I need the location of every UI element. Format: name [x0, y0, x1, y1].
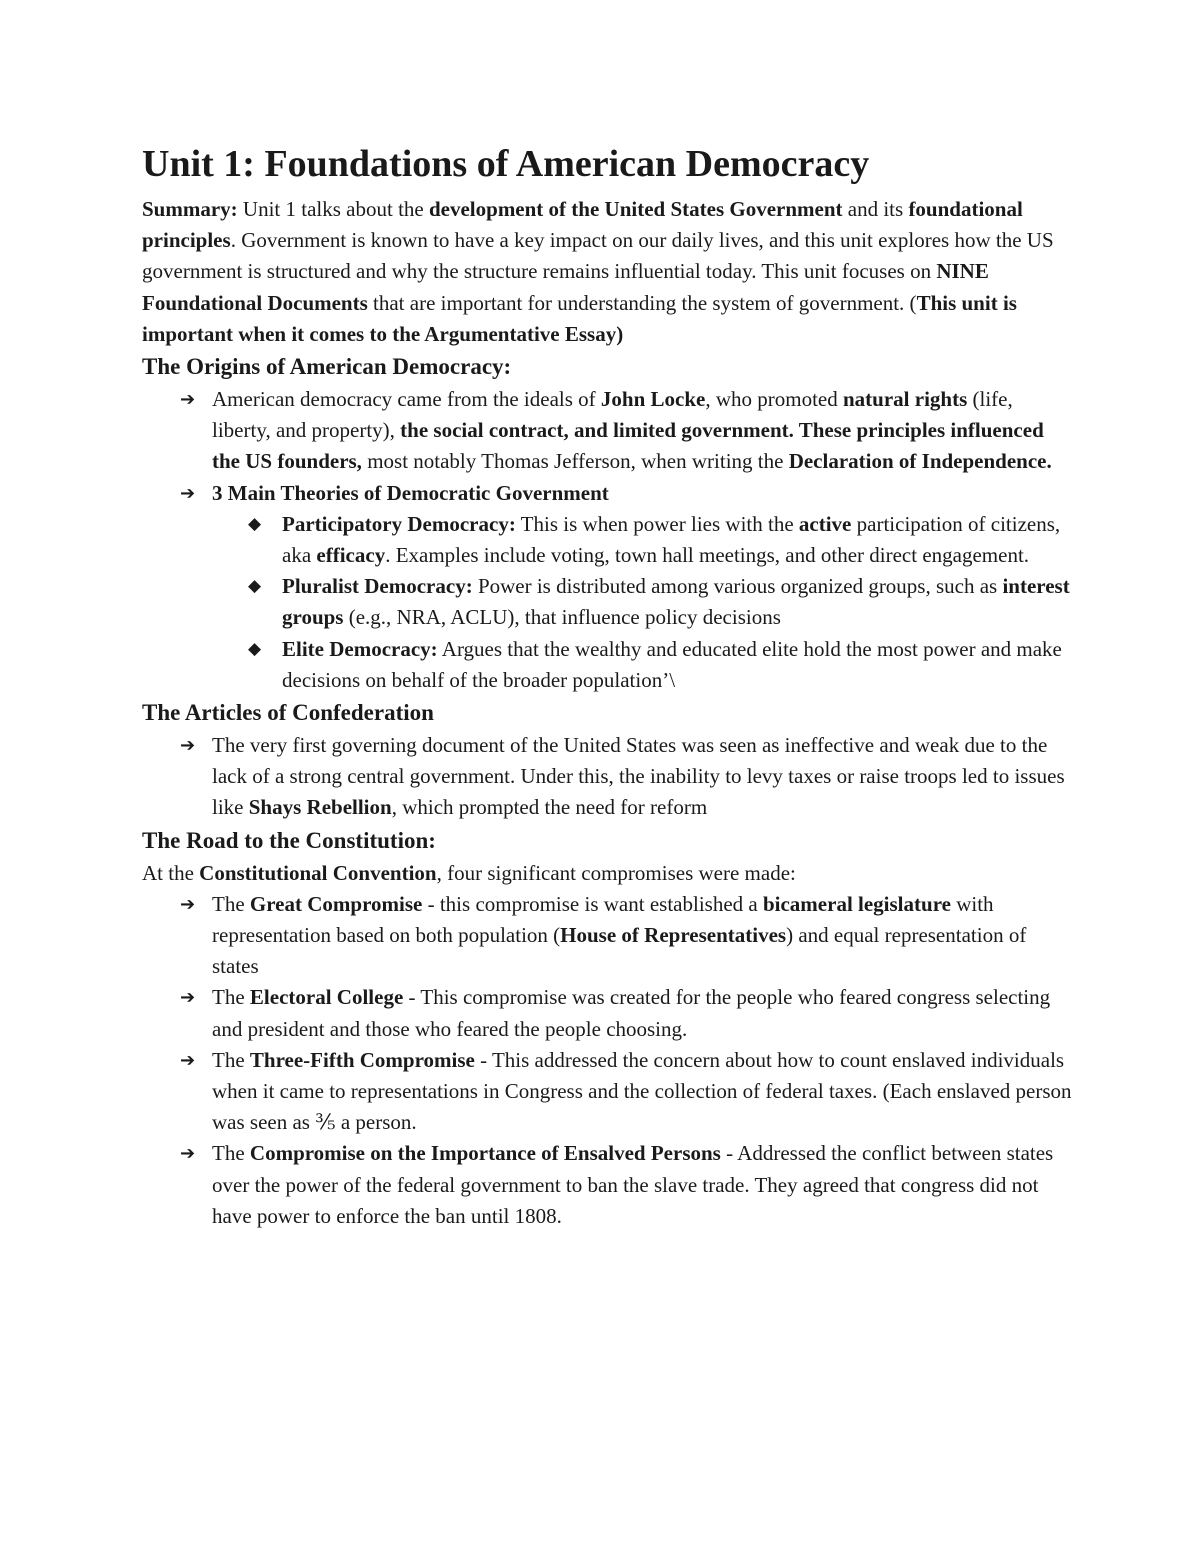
- item-text: (e.g., NRA, ACLU), that influence policy decisions: [343, 605, 781, 630]
- summary-label: Summary:: [142, 197, 238, 221]
- item-text: - This compromise was created for the people who feared congress selecting and president and those who feared the people choosing.: [212, 985, 1051, 1041]
- item-text: American democracy came from the ideals of: [212, 387, 601, 412]
- page-title: Unit 1: Foundations of American Democracy: [142, 143, 870, 185]
- list-item: [142, 982, 1072, 1044]
- item-text: - This addressed the concern about how to count enslaved individuals when it came to representations in Congress and the collection of federal taxes. (Each enslaved person was seen as ⅗ a person.: [212, 1047, 1072, 1135]
- summary-text: that are important for understanding the system of government. (: [367, 290, 917, 315]
- list-item: [142, 1045, 1072, 1139]
- summary-paragraph: [142, 194, 1072, 350]
- item-bold: Pluralist Democracy:: [282, 574, 473, 599]
- item-bold: Great Compromise: [249, 891, 423, 916]
- diamond-icon: ◆: [248, 576, 262, 597]
- item-bold: Compromise on the Importance of Ensalved Persons: [249, 1141, 721, 1166]
- item-bold: House of Representatives: [560, 923, 787, 948]
- summary-text: and its: [842, 197, 909, 221]
- arrow-icon: ➔: [180, 389, 196, 411]
- section-heading-road: The Road to the Constitution:: [142, 827, 436, 853]
- item-text: , who promoted: [705, 387, 843, 412]
- section-heading-origins: The Origins of American Democracy:: [142, 354, 512, 380]
- item-text: The: [212, 985, 250, 1010]
- list-item: [142, 889, 1072, 983]
- item-bold: Elite Democracy:: [282, 636, 438, 661]
- item-text: , four significant compromises were made:: [436, 860, 796, 885]
- item-bold: John Locke: [600, 387, 706, 412]
- compromises-list: [142, 889, 1072, 1232]
- item-text: (life, liberty, and property),: [212, 387, 1013, 443]
- summary-bold: development of the United States Government: [428, 197, 843, 221]
- item-text: with representation based on both population (: [212, 891, 994, 948]
- diamond-icon: ◆: [248, 638, 262, 659]
- item-bold: natural rights: [843, 387, 968, 412]
- item-text: Argues that the wealthy and educated elite hold the most power and make decisions on behalf of the broader population’\: [282, 636, 1062, 692]
- item-text: ) and equal representation of states: [212, 923, 1027, 979]
- arrow-icon: ➔: [180, 1049, 196, 1071]
- item-bold: interest groups: [282, 574, 1070, 630]
- item-text: The: [212, 1047, 250, 1072]
- item-bold: 3 Main Theories of Democratic Government: [212, 480, 609, 505]
- list-item: [212, 509, 1072, 571]
- item-bold: Declaration of Independence.: [788, 449, 1052, 474]
- origins-list: [142, 384, 1072, 696]
- item-bold: Constitutional Convention: [199, 860, 437, 885]
- list-item: [212, 571, 1072, 633]
- theories-list: [212, 509, 1072, 696]
- summary-bold: This unit is important when it comes to the Argumentative Essay): [142, 290, 1017, 346]
- diamond-icon: ◆: [248, 513, 262, 534]
- arrow-icon: ➔: [180, 1143, 196, 1165]
- item-text: - Addressed the conflict between states over the power of the federal government to ban the slave trade. They agreed that congress did not have power to enforce the ban until 1808.: [212, 1141, 1054, 1228]
- item-bold: the social contract, and limited government. These principles influenced the US founders,: [212, 418, 1044, 474]
- summary-text: . Government is known to have a key impact on our daily lives, and this unit explores how the US government is structured and why the structure remains influential today. This unit focuses on: [142, 228, 1054, 284]
- arrow-icon: ➔: [180, 482, 196, 504]
- item-text: The: [212, 891, 250, 916]
- item-bold: Participatory Democracy:: [282, 511, 516, 536]
- arrow-icon: ➔: [180, 987, 196, 1009]
- arrow-icon: ➔: [180, 735, 196, 757]
- item-text: At the: [142, 860, 200, 885]
- item-bold: active: [798, 511, 852, 536]
- list-item: [142, 478, 1072, 696]
- item-text: The very first governing document of the United States was seen as ineffective and weak due to the lack of a strong central government. Under this, the inability to levy taxes or raise troops led to issues like: [212, 733, 1065, 820]
- arrow-icon: ➔: [180, 893, 196, 915]
- item-text: most notably Thomas Jefferson, when writing the: [361, 449, 789, 474]
- list-item: [142, 384, 1072, 478]
- item-text: participation of citizens, aka: [282, 511, 1061, 568]
- item-bold: Three-Fifth Compromise: [249, 1047, 475, 1072]
- articles-list: [142, 730, 1072, 824]
- item-bold: bicameral legislature: [762, 891, 951, 916]
- item-bold: Shays Rebellion: [248, 795, 392, 820]
- item-text: Power is distributed among various organized groups, such as: [472, 574, 1003, 599]
- list-item: [142, 1138, 1072, 1232]
- section-heading-articles: The Articles of Confederation: [142, 700, 434, 726]
- item-text: , which prompted the need for reform: [391, 795, 708, 820]
- document-page: [142, 140, 1072, 1232]
- summary-text: Unit 1 talks about the: [237, 197, 429, 221]
- list-item: [142, 730, 1072, 824]
- summary-bold: foundational principles: [142, 197, 1023, 253]
- road-intro: [142, 858, 1072, 889]
- item-text: The: [212, 1141, 250, 1166]
- item-text: This is when power lies with the: [515, 511, 799, 536]
- item-text: - this compromise is want established a: [422, 891, 763, 916]
- list-item: [212, 634, 1072, 696]
- summary-bold: NINE Foundational Documents: [142, 259, 989, 315]
- item-text: . Examples include voting, town hall meetings, and other direct engagement.: [385, 543, 1030, 568]
- item-bold: efficacy: [316, 543, 386, 568]
- item-bold: Electoral College: [249, 985, 404, 1010]
